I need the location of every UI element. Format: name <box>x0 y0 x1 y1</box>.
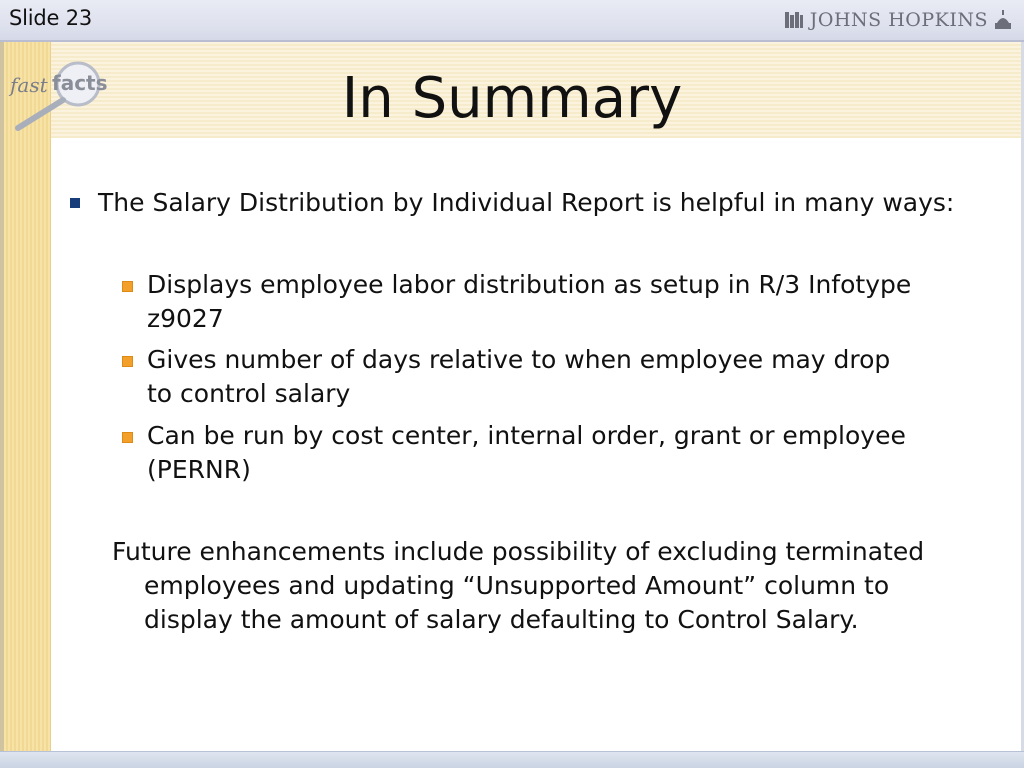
logo-facts: facts <box>52 71 108 95</box>
slide-title: In Summary <box>341 66 683 131</box>
sub-bullet-text: Can be run by cost center, internal order, grant or employee (PERNR) <box>147 421 906 484</box>
slide-number: Slide 23 <box>9 6 93 30</box>
square-bullet-icon <box>122 281 133 292</box>
square-bullet-icon <box>122 356 133 367</box>
sub-bullet-text: Gives number of days relative to when employee may drop to control salary <box>147 345 891 408</box>
sub-bullet <box>122 419 922 487</box>
left-stripe <box>0 42 51 762</box>
square-bullet-icon <box>70 198 80 208</box>
sub-bullet <box>122 343 922 411</box>
future-enhancements-text: Future enhancements include possibility of excluding terminated employees and updating “Unsupported Amount” column to display the amount of salary defaulting to Control Salary. <box>112 537 925 634</box>
main-bullet <box>70 186 954 220</box>
jh-shield-icon <box>784 9 804 31</box>
logo-text: JOHNS HOPKINS <box>809 9 988 31</box>
jh-dome-icon <box>994 9 1012 31</box>
logo-fast: fast <box>10 73 48 97</box>
square-bullet-icon <box>122 432 133 443</box>
sub-bullet <box>122 268 922 336</box>
header-bar <box>0 0 1024 42</box>
left-edge <box>0 42 4 762</box>
bottom-bar <box>0 751 1024 768</box>
sub-bullet-text: Displays employee labor distribution as setup in R/3 Infotype z9027 <box>147 270 912 333</box>
main-bullet-text: The Salary Distribution by Individual Report is helpful in many ways: <box>98 188 955 217</box>
johns-hopkins-logo <box>784 7 1012 33</box>
